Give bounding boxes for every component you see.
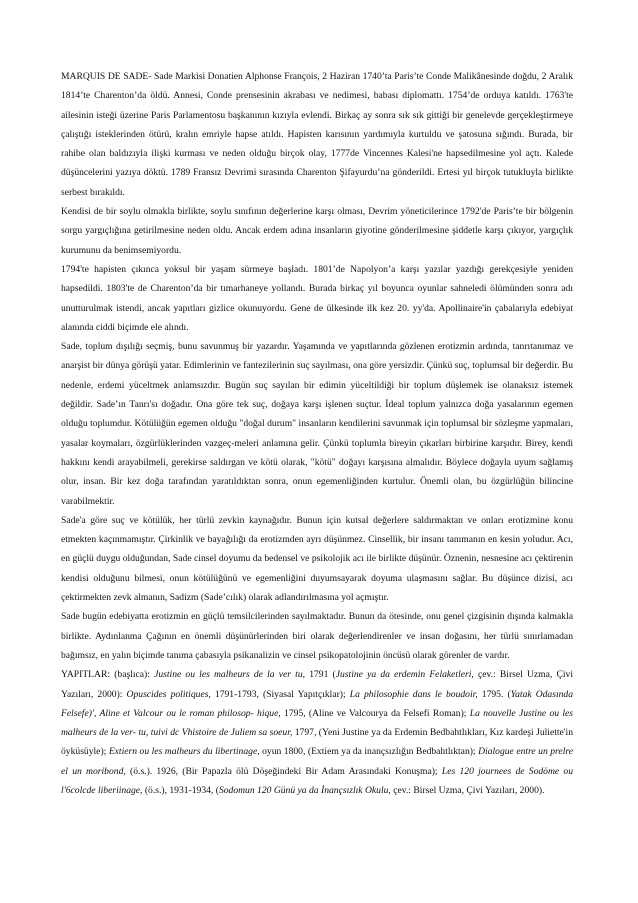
- works-segment: 1791 (: [305, 669, 336, 681]
- works-segment: çev.: Birsel Uzma, Çivi Yazıları, 2000).: [390, 784, 545, 796]
- body-paragraph: Sade'a göre suç ve kötülük, her türlü zevkin kaynağıdır. Bunun için kutsal değerlere saldırmaktan ve onları erotizmine konu etmekten kaçınmamıştır. Çirkinlik ve bayağılığı da erotizmden ayrı düşünmez. Cinsellik, bir insanı tanımanın en kesin yoludur. Acı, en güçlü duygu olduğundan, Sade cinsel doyumu da bedensel ve psikolojik acı ile birlikte düşünür. Öznenin, nesnesine acı çektirenin kendisi olduğunu bilmesi, onun kötülüğünü ve egemenliğini duyumsayarak doyuma ulaşmasını sağlar. Bu düşünce dizisi, acı çektirmekten zevk almanın, Sadizm (Sade’cılık) olarak adlandırılmasına yol açmıştır.: [61, 514, 573, 604]
- intro-heading: MARQUIS DE SADE-: [61, 71, 152, 82]
- works-segment: Sodomun 120 Günü ya da İnançsızlık Okulu,: [218, 784, 391, 796]
- works-segment: (ö.s.), 1931-1934, (: [142, 784, 219, 796]
- works-segment: La nouvelle Justine ou les malheurs de la ver- tu, tuivi dc Vhistoire de Juliem sa soeur,: [61, 707, 573, 739]
- works-segment: YAPITLAR: (başlıca):: [61, 669, 155, 681]
- works-paragraph: [61, 665, 573, 800]
- works-segment: 1795. (: [477, 688, 511, 700]
- body-paragraph: Sade, toplum dışılığı seçmiş, bunu savunmuş bir yazardır. Yaşamında ve yapıtlarında gözlenen erotizmin ardında, tanrıtanımaz ve anarşist bir dünya görüşü yatar. Edimlerinin ve fantezilerinin suç sayılması, ona göre yersizdir. Çünkü suç, toplumsal bir değerdir. Bu nedenle, erdemi yüceltmek anlamsızdır. Bugün suç sayılan bir edimin yüceltildiği bir toplum düşlemek ise olanaksız istemek değildir. Sade’ın Tanrı'sı doğadır. Ona göre tek suç, doğaya karşı işlenen suçtur. İdeal toplum yalnızca doğa yasalarının egemen olduğu toplumdur. Kötülüğün egemen olduğu "doğal durum" insanların kendilerini savunmak için toplumsal bir sözleşme yapmaları, yasalar koymaları, özgürlüklerinden vazgeç-meleri anlamına gelir. Çünkü toplumla bireyin çıkarları birbirine karşıdır. Birey, kendi hakkını kendi arayabilmeli, gerekirse saldırgan ve kötü olarak, "kötü" doğayı karşısına almalıdır. Böylece doğayla uyum sağlamış olur, insan. Bir kez doğa tarafından yaratıldıktan sonra, onun egemenliğinden kurtulur. Önemli olan, bu özgürlüğün bilincine varabilmektir.: [61, 341, 573, 507]
- works-segment: 1797, (Yeni Justine ya da Erdemin Bedbahtlıkları, Kız kardeşi Juliette'in öyküsüyle);: [61, 727, 574, 758]
- works-segment: Justine ou les malheurs de la ver tu,: [154, 669, 306, 681]
- document-page: [61, 67, 573, 800]
- works-segment: Yatak Odasında Felsefe)', Aline et Valcour ou le roman philosop- hique,: [61, 688, 574, 719]
- intro-body: Sade Markisi Donatien Alphonse François, 2 Haziran 1740’ta Paris’te Conde Malikânesinde doğdu, 2 Aralık 1814’te Charenton’da öldü. Annesi, Conde prensesinin akrabası ve nedimesi, babası diplomattı. 1754’de orduya katıldı. 1763'te ailesinin isteği üzerine Paris Parlamentosu başkanının kızıyla evlendi. Birkaç ay sonra sık sık gittiği bir genelevde gerçekleştirmeye çalıştığı isteklerinden ötürü, kralın emriyle hapse atıldı. Hapisten karısının yardımıyla kurtuldu ve şatosuna sığındı. Burada, bir rahibe olan baldızıyla ilişki kurması ve neden olduğu birçok olay, 1777de Vincennes Kalesi'ne hapsedilmesine yol açtı. Kalede düşüncelerini yazıya döktü. 1789 Fransız Devrimi sırasında Charenton Şifayurdu’na gönderildi. Ertesi yıl birçok tutukluyla birlikte serbest bırakıldı.: [61, 71, 574, 198]
- intro-paragraph: [61, 67, 573, 202]
- body-paragraph: Sade bugün edebiyatta erotizmin en güçlü temsilcilerinden sayılmaktadır. Bunun da ötesinde, onu genel çizgisinin dışında kalmakla birlikte. Aydınlanma Çağının en önemli düşünürlerinden biri olarak değerlendirenler ve insan doğasını, her türlü sınırlamadan bağımsız, en yalın biçimde tanıma çabasıyla psikanalizin ve cinsel psikopatolojinin öncüsü olarak görenler de vardır.: [61, 611, 573, 661]
- works-segment: 1795, (Aline ve Valcourya da Felsefi Roman);: [280, 707, 470, 719]
- works-segment: Opuscides politiques,: [126, 688, 211, 700]
- works-segment: 1791-1793, (Siyasal Yapıtçıklar);: [210, 688, 350, 700]
- works-segment: Extiern ou les malheurs du libertinage,: [108, 746, 260, 758]
- works-segment: çev.: Birsel Uzma, Çivi Yazıları, 2000):: [61, 669, 573, 700]
- works-segment: oyun 1800, (Extiem ya da inançsızlığın Bedbahtlıktan);: [259, 746, 479, 758]
- body-paragraph: Kendisi de bir soylu olmakla birlikte, soylu sınıfının değerlerine karşı olması, Devrim yöneticilerince 1792'de Paris’te bir bölgenin sorgu yargıçlığına getirilmesine neden oldu. Ancak erdem adına insanların giyotine gönderilmesine şiddetle karşı çıkıyor, yargıçlık kurumunu da benimsemiyordu.: [61, 206, 573, 256]
- body-paragraph: 1794'te hapisten çıkınca yoksul bir yaşam sürmeye başladı. 1801’de Napolyon’a karşı yazılar yazdığı gerekçesiyle yeniden hapsedildi. 1803'te de Charenton’da bir tımarhaneye yollandı. Burada birkaç yıl boyunca oyunlar sahneledi ölümünden sonra adı unutturulmak istendi, ancak yapıtları gizlice okunuyordu. Gene de ülkesinde ilk kez 20. yy'da. Apollinaire'in çabalarıyla edebiyat alanında ciddi biçimde ele alındı.: [61, 263, 573, 333]
- works-segment: Dialogue entre un prelre el un moribond,: [61, 746, 573, 777]
- works-segment: Les 120 journees de Sodöme ou l'6colcde liberiinage,: [61, 765, 574, 796]
- works-segment: (ö.s.). 1926, (Bir Papazla ölü Döşeğindeki Bir Adam Arasındaki Konuşma);: [125, 765, 442, 777]
- works-segment: La philosophie dans le boudoir,: [349, 688, 478, 700]
- works-segment: Justine ya da erdemin Felaketleri,: [335, 669, 474, 681]
